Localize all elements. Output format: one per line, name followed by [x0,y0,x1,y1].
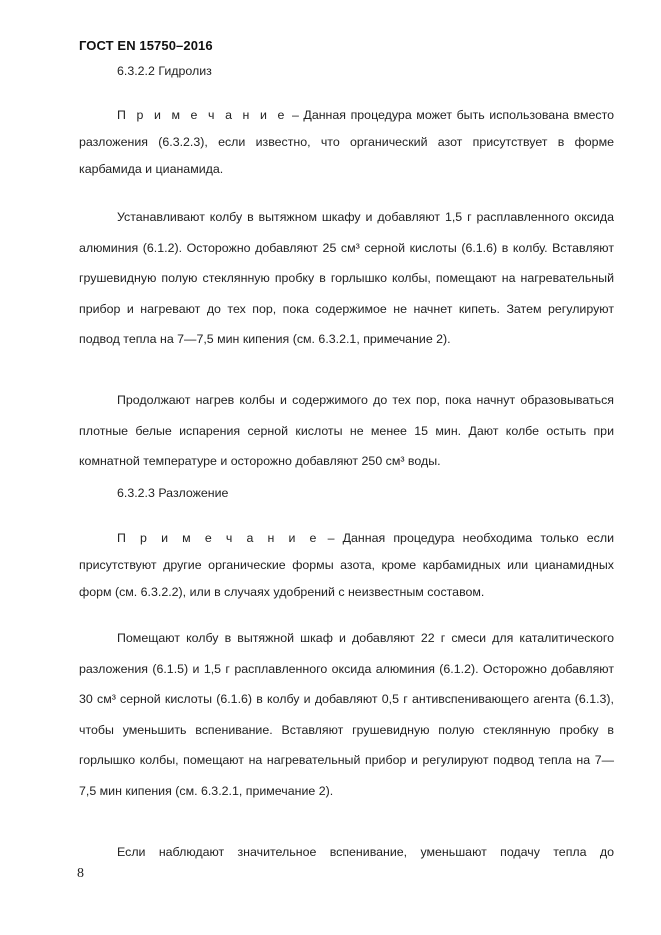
note-decomposition [79,525,614,606]
paragraph-hydrolysis-procedure: Устанавливают колбу в вытяжном шкафу и добавляют 1,5 г расплавленного оксида алюминия (6.1.2). Осторожно добавляют 25 см³ серной кислоты (6.1.6) в колбу. Вставляют грушевидную полую стеклянную пробку в горлышко колбы, помещают на нагревательный прибор и нагревают до тех пор, пока содержимое не начнет кипеть. Затем регулируют подвод тепла на 7—7,5 мин кипения (см. 6.3.2.1, примечание 2). [79,210,614,346]
paragraph-hydrolysis-continuation: Продолжают нагрев колбы и содержимого до тех пор, пока начнут образовываться плотные белые испарения серной кислоты не менее 15 мин. Дают колбе остыть при комнатной температуре и осторожно добавляют 250 см³ воды. [79,393,614,468]
standard-header: ГОСТ EN 15750–2016 [79,38,213,53]
note-hydrolysis [79,102,614,183]
note-label: П р и м е ч а н и е [117,108,288,122]
note-label: П р и м е ч а н и е [117,531,320,545]
section-heading-decomposition: 6.3.2.3 Разложение [117,486,229,500]
section-heading-hydrolysis: 6.3.2.2 Гидролиз [117,64,212,78]
note-text: – Данная процедура может быть использована вместо разложения (6.3.2.3), если известно, что органический азот присутствует в форме карбамида и цианамида. [79,108,614,176]
paragraph-decomposition-procedure: Помещают колбу в вытяжной шкаф и добавляют 22 г смеси для каталитического разложения (6.1.5) и 1,5 г расплавленного оксида алюминия (6.1.2). Осторожно добавляют 30 см³ серной кислоты (6.1.6) в колбу и добавляют 0,5 г антивспенивающего агента (6.1.3), чтобы уменьшить вспенивание. Вставляют грушевидную полую стеклянную пробку в горлышко колбы, помещают на нагревательный прибор и регулируют подвод тепла на 7—7,5 мин кипения (см. 6.3.2.1, примечание 2). [79,631,614,798]
note-text: – Данная процедура необходима только если присутствуют другие органические формы азота, кроме карбамидных или цианамидных форм (см. 6.3.2.2), или в случаях удобрений с неизвестным составом. [79,531,614,599]
paragraph-foaming: Если наблюдают значительное вспенивание, уменьшают подачу тепла до [117,845,614,859]
page-number: 8 [77,866,84,881]
